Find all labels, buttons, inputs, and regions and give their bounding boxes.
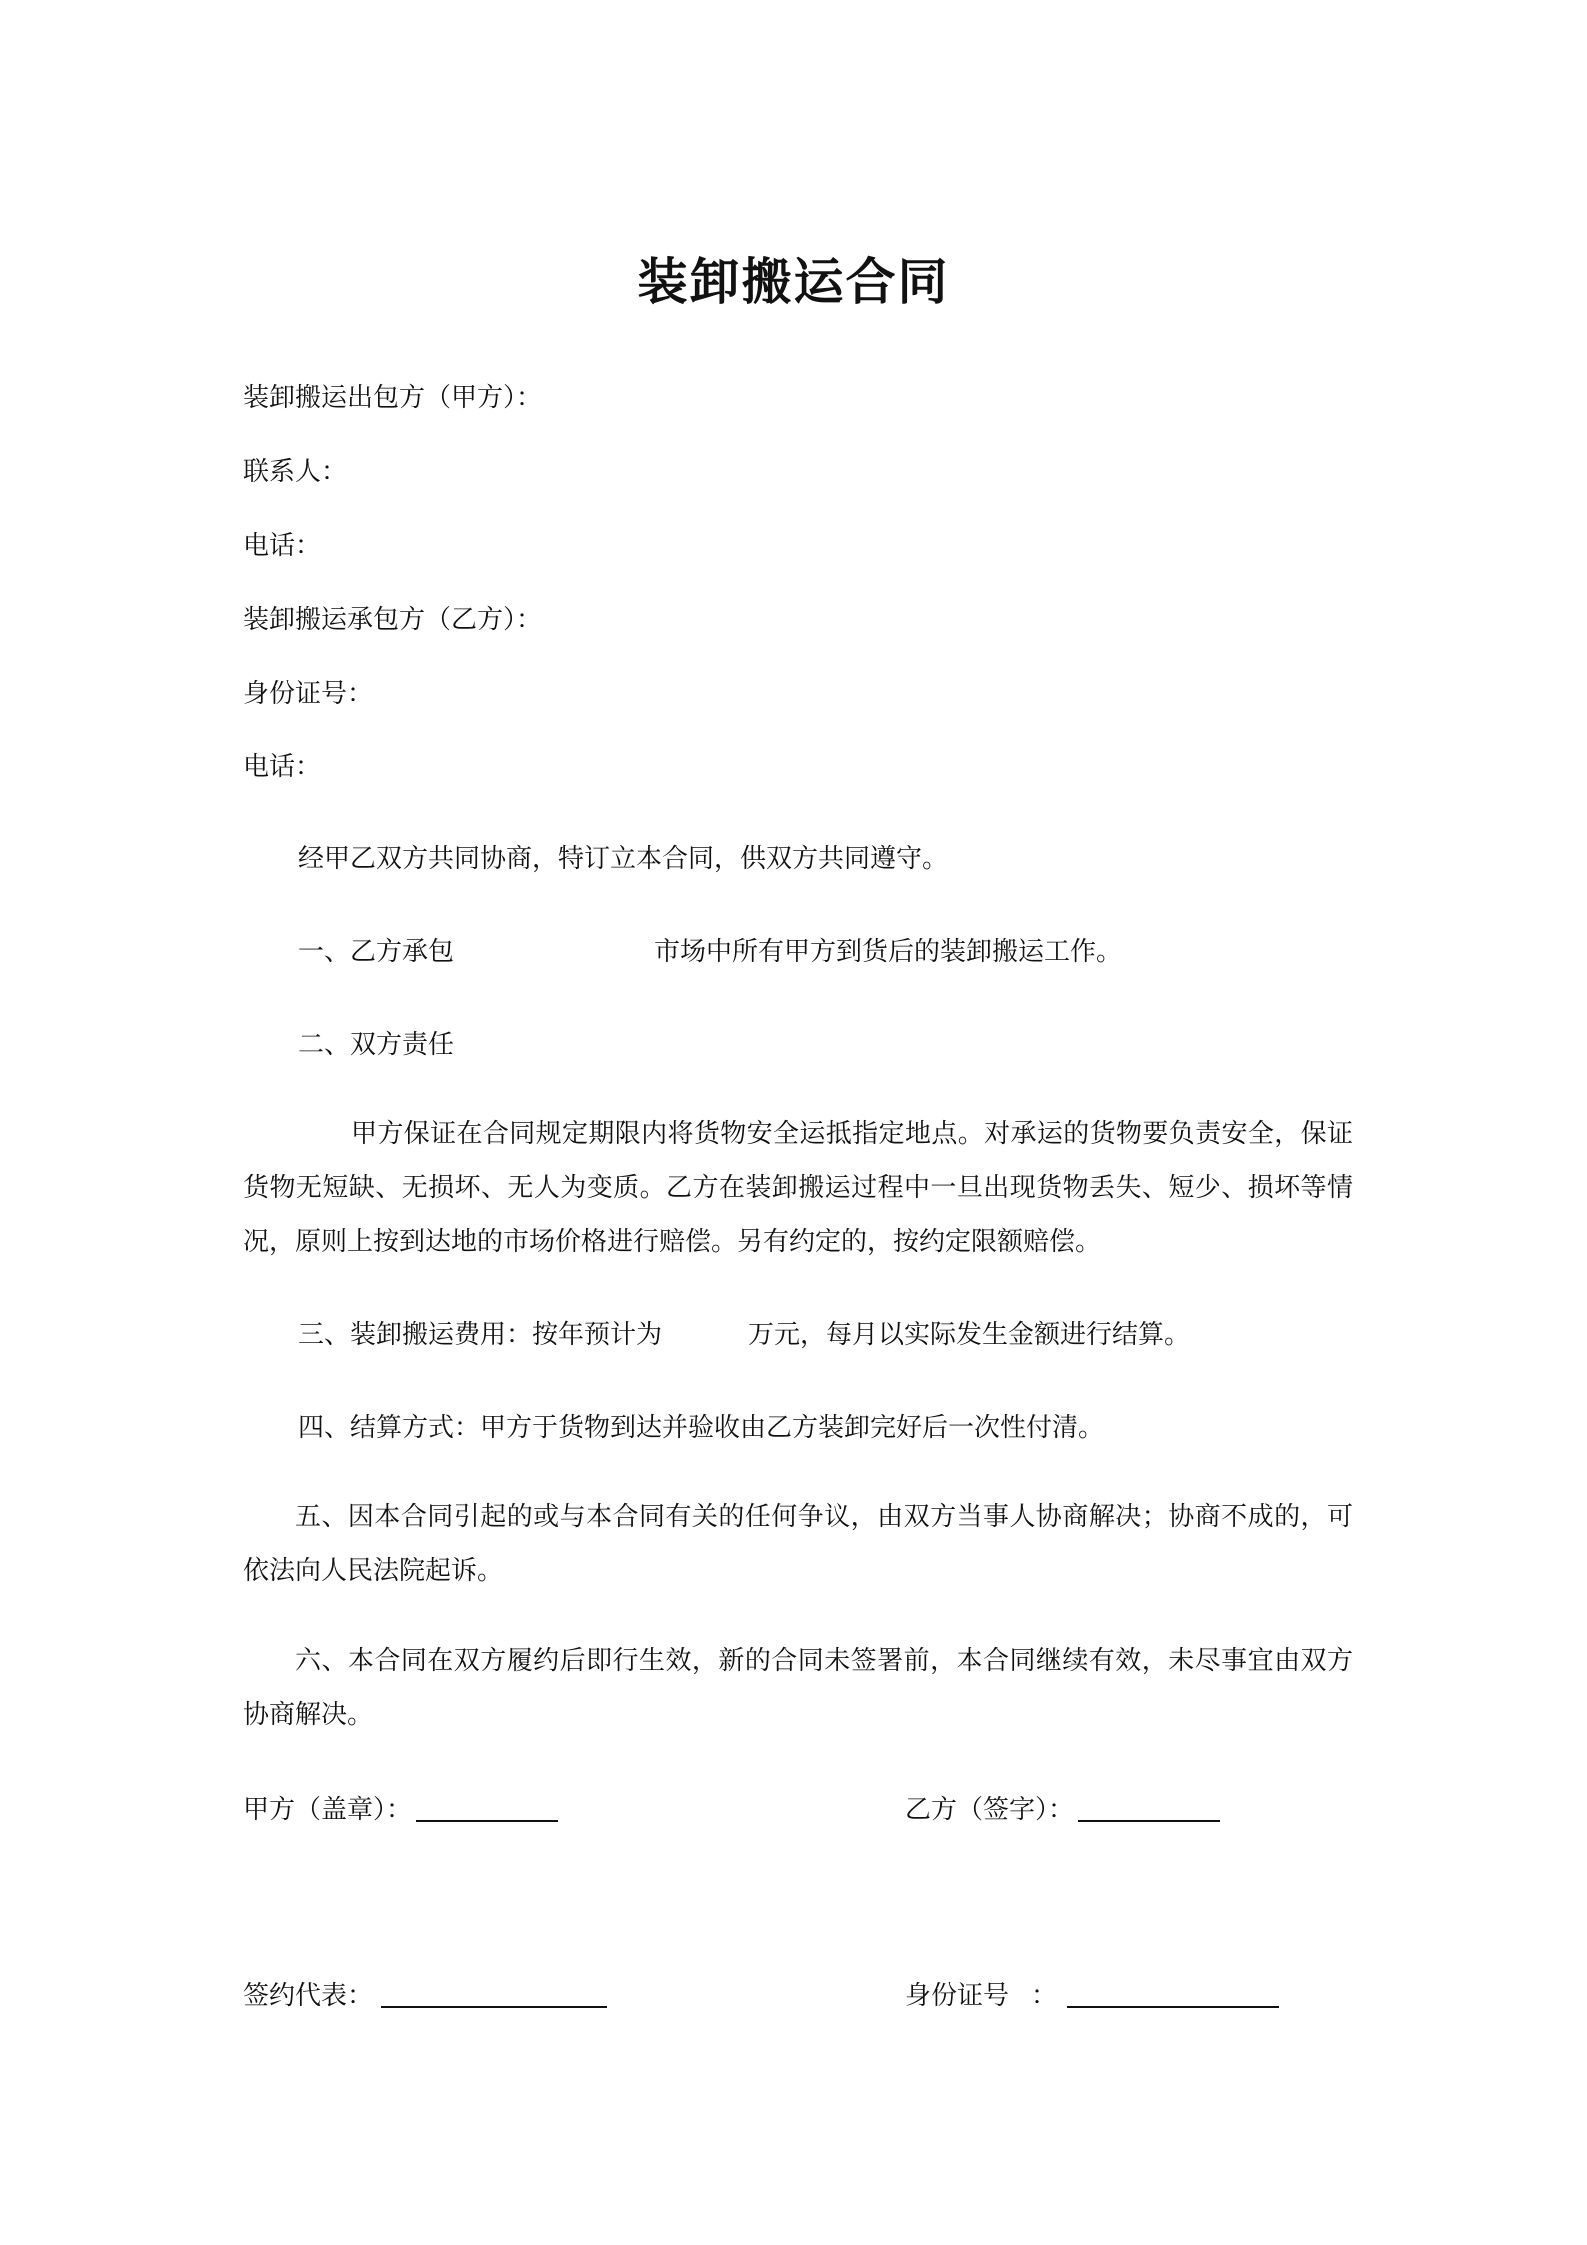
- party-b-id-label: 身份证号：: [243, 679, 374, 709]
- party-a-seal-line: [416, 1790, 558, 1822]
- representative-label: 签约代表：: [243, 1981, 374, 2011]
- party-b-label: 装卸搬运承包方（乙方）：: [243, 605, 543, 635]
- clause-3-suffix: 万元，每月以实际发生金额进行结算。: [748, 1320, 1191, 1350]
- party-a-label: 装卸搬运出包方（甲方）：: [243, 383, 543, 413]
- id-number-colon: ：: [1031, 1981, 1058, 2011]
- party-b-phone-label: 电话：: [243, 752, 322, 782]
- clause-5: 五、因本合同引起的或与本合同有关的任何争议，由双方当事人协商解决；协商不成的，可依法向人民法院起诉。: [243, 1502, 1353, 1586]
- party-b-sign-label: 乙方（签字）：: [905, 1795, 1075, 1825]
- clause-1-suffix: 市场中所有甲方到货后的装卸搬运工作。: [654, 937, 1123, 967]
- clause-3-prefix: 三、装卸搬运费用：按年预计为: [298, 1320, 663, 1350]
- party-a-phone-label: 电话：: [243, 531, 322, 561]
- clause-6: 六、本合同在双方履约后即行生效，新的合同未签署前，本合同继续有效，未尽事宜由双方协商解决。: [243, 1646, 1353, 1730]
- representative-row: [243, 1976, 607, 2014]
- id-number-row: [905, 1976, 1279, 2014]
- intro-paragraph: 经甲乙双方共同协商，特订立本合同，供双方共同遵守。: [298, 844, 949, 874]
- party-a-contact-label: 联系人：: [243, 457, 348, 487]
- clause-2-heading: 二、双方责任: [298, 1030, 455, 1060]
- party-a-seal-label: 甲方（盖章）：: [243, 1795, 413, 1825]
- id-number-label: 身份证号: [905, 1981, 1010, 2011]
- clause-1: [298, 934, 1122, 970]
- clause-4: 四、结算方式：甲方于货物到达并验收由乙方装卸完好后一次性付清。: [298, 1413, 1105, 1443]
- party-b-sign-line: [1078, 1790, 1220, 1822]
- id-number-line: [1067, 1976, 1279, 2008]
- party-a-seal-row: [243, 1790, 558, 1828]
- clause-3: [298, 1317, 1190, 1353]
- document-title: 装卸搬运合同: [637, 252, 950, 311]
- representative-line: [381, 1976, 607, 2008]
- clause-1-prefix: 一、乙方承包: [298, 937, 455, 967]
- clause-2-body: 甲方保证在合同规定期限内将货物安全运抵指定地点。对承运的货物要负责安全，保证货物无短缺、无损坏、无人为变质。乙方在装卸搬运过程中一旦出现货物丢失、短少、损坏等情况，原则上按到达地的市场价格进行赔偿。另有约定的，按约定限额赔偿。: [243, 1119, 1353, 1257]
- party-b-sign-row: [905, 1790, 1220, 1828]
